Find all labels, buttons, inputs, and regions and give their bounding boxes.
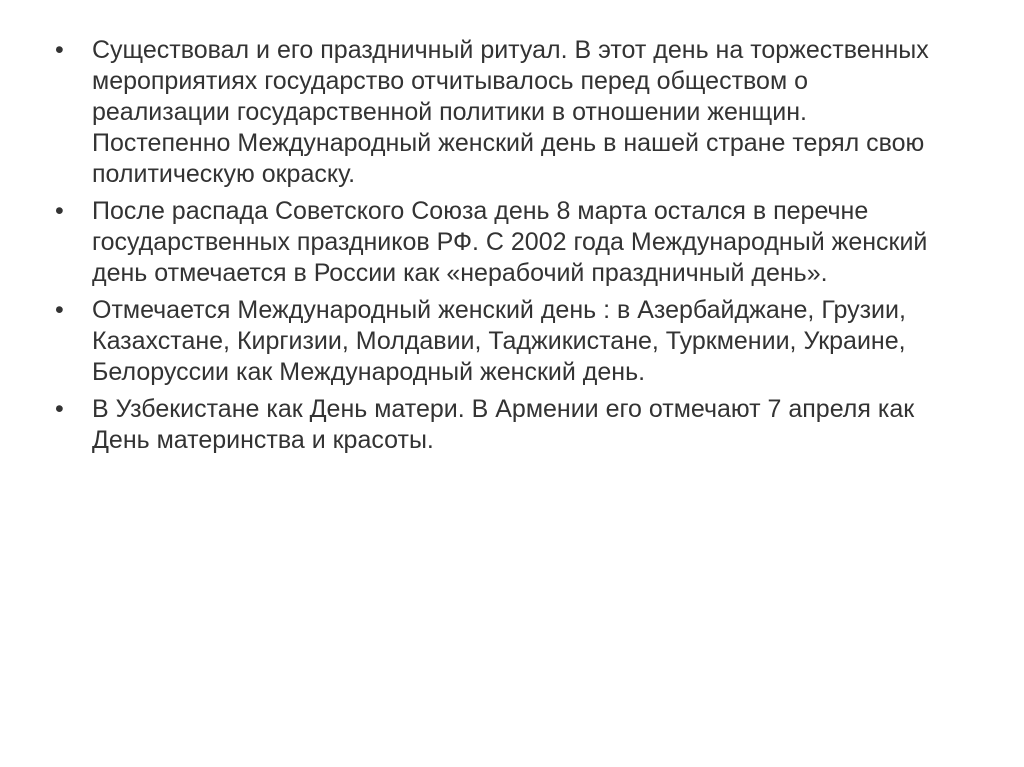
bullet-text: После распада Советского Союза день 8 марта остался в перечне государственных праздников РФ. С 2002 года Международный женский день отмечается в России как «нерабочий праздничный день». (92, 197, 928, 287)
bullet-text: Существовал и его праздничный ритуал. В этот день на торжественных мероприятиях государство отчитывалось перед обществом о реализации государственной политики в отношении женщин. Постепенно Международный женский день в нашей стране терял свою политическую окраску. (92, 36, 929, 188)
bullet-item (50, 394, 950, 456)
bullet-list (50, 35, 950, 462)
bullet-text: Отмечается Международный женский день : в Азербайджане, Грузии, Казахстане, Киргизии, Молдавии, Таджикистане, Туркмении, Украине, Белоруссии как Международный женский день. (92, 296, 906, 386)
bullet-icon: • (55, 296, 64, 324)
bullet-item (50, 35, 950, 190)
bullet-icon: • (55, 36, 64, 64)
bullet-icon: • (55, 197, 64, 225)
bullet-item (50, 196, 950, 289)
bullet-text: В Узбекистане как День матери. В Армении его отмечают 7 апреля как День материнства и красоты. (92, 395, 915, 454)
bullet-icon: • (55, 395, 64, 423)
bullet-item (50, 295, 950, 388)
